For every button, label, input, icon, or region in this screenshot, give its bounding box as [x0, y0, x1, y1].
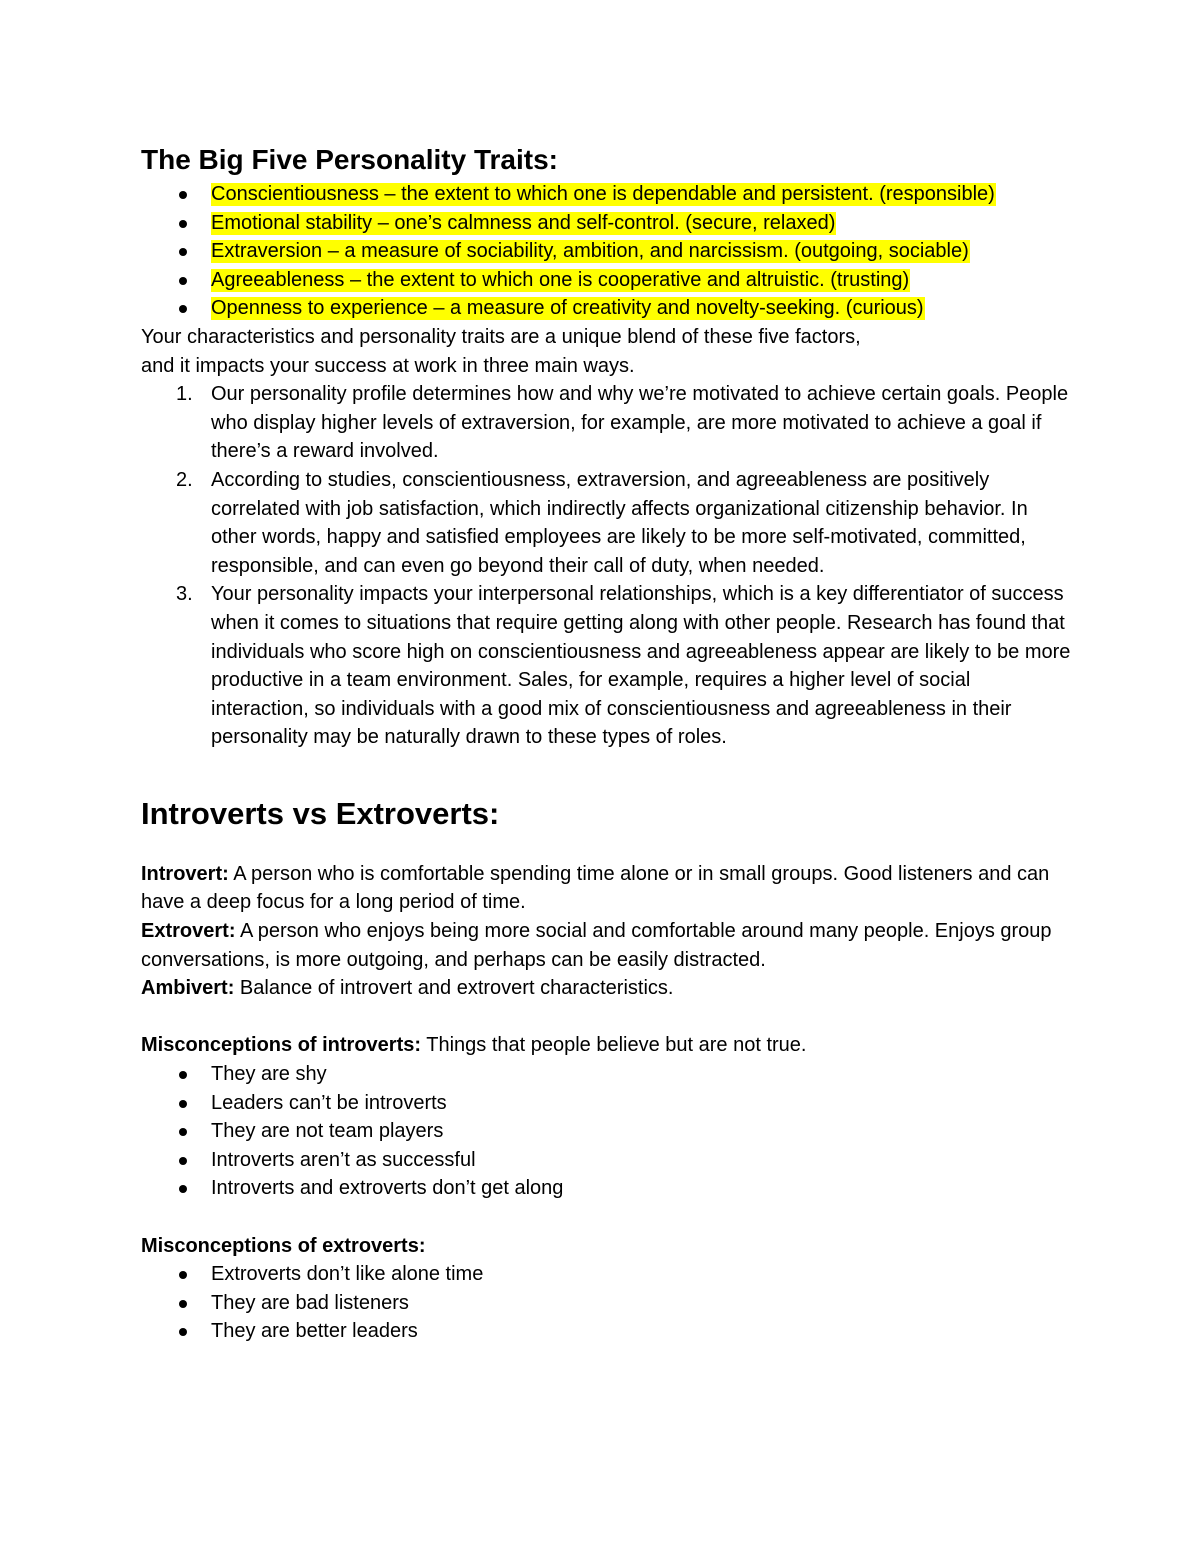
ambivert-text: Balance of introvert and extrovert characteristics. [234, 977, 674, 1000]
ambivert-definition [141, 974, 1071, 1003]
impact-list [141, 380, 1071, 752]
highlighted-text: Conscientiousness – the extent to which one is dependable and persistent. (responsible) [211, 183, 995, 205]
bullet-icon [179, 1157, 187, 1165]
introvert-definition [141, 860, 1071, 917]
extrovert-text: A person who enjoys being more social and comfortable around many people. Enjoys group conversations, is more outgoing, and perhaps can be easily distracted. [141, 920, 1052, 971]
extrovert-definition [141, 917, 1071, 974]
ambivert-label: Ambivert: [141, 977, 235, 1000]
list-item [141, 1146, 1071, 1175]
introvert-text: A person who is comfortable spending time alone or in small groups. Good listeners and can have a deep focus for a long period of time. [141, 862, 1050, 914]
list-item-text: Introverts and extroverts don’t get along [211, 1177, 564, 1200]
list-item-text: Your personality impacts your interpersonal relationships, which is a key differentiator of success when it comes to situations that require getting along with other people. Research has found that individuals who score high on conscientiousness and agreeableness appear are likely to be more productive in a team environment. Sales, for example, requires a higher level of social interaction, so individuals with a good mix of conscientiousness and agreeableness in their personality may be naturally drawn to these types of roles. [211, 583, 1071, 749]
list-item-text: Leaders can’t be introverts [211, 1091, 447, 1114]
bullet-icon [179, 220, 187, 228]
bullet-icon [179, 1071, 187, 1079]
summary-line-2: and it impacts your success at work in three main ways. [141, 354, 635, 377]
list-number: 2. [176, 468, 193, 491]
bullet-icon [179, 305, 187, 313]
misconceptions-introverts-heading [141, 1031, 1071, 1060]
highlighted-text: Extraversion – a measure of sociability, ambition, and narcissism. (outgoing, sociable) [211, 240, 969, 263]
list-number: 3. [176, 583, 193, 606]
list-item [141, 580, 1071, 752]
list-item [141, 294, 1071, 323]
misconceptions-introverts-text: Things that people believe but are not true. [421, 1034, 807, 1057]
list-item-text: They are better leaders [211, 1320, 418, 1343]
list-item-text: Introverts aren’t as successful [211, 1148, 476, 1171]
heading-introverts-vs-extroverts: Introverts vs Extroverts: [141, 795, 500, 831]
list-item-text: Our personality profile determines how and why we’re motivated to achieve certain goals. People who display higher levels of extraversion, for example, are more motivated to achieve a goal if there’s a reward involved. [211, 383, 1069, 463]
misconceptions-extroverts-label: Misconceptions of extroverts: [141, 1234, 426, 1257]
list-item-text: They are bad listeners [211, 1291, 409, 1314]
list-item [141, 1174, 1071, 1203]
list-item [141, 180, 1071, 209]
list-item-text: They are not team players [211, 1120, 444, 1143]
summary-line-1: Your characteristics and personality traits are a unique blend of these five factors, [141, 325, 861, 348]
bullet-icon [179, 1328, 187, 1336]
list-item [141, 1089, 1071, 1118]
list-item [141, 266, 1071, 295]
bullet-icon [179, 1185, 187, 1193]
spacer [141, 1003, 1071, 1032]
misconceptions-extroverts-heading [141, 1232, 1071, 1261]
misconceptions-introverts-list [141, 1060, 1071, 1203]
highlighted-text: Agreeableness – the extent to which one is cooperative and altruistic. (trusting) [211, 268, 910, 291]
list-item [141, 209, 1071, 238]
misconceptions-introverts-label: Misconceptions of introverts: [141, 1034, 422, 1057]
extrovert-label: Extrovert: [141, 920, 236, 943]
list-item [141, 1289, 1071, 1318]
list-item [141, 1117, 1071, 1146]
list-item-text: Extroverts don’t like alone time [211, 1263, 484, 1286]
big-five-list [141, 180, 1071, 323]
list-item [141, 237, 1071, 266]
list-item-text: They are shy [211, 1063, 327, 1086]
bullet-icon [179, 1100, 187, 1108]
document-page [141, 140, 1071, 1346]
bullet-icon [179, 277, 187, 285]
bullet-icon [179, 191, 187, 199]
misconceptions-extroverts-list [141, 1260, 1071, 1346]
list-item [141, 466, 1071, 580]
introvert-label: Introvert: [141, 862, 229, 885]
highlighted-text: Openness to experience – a measure of creativity and novelty-seeking. (curious) [211, 297, 924, 320]
bullet-icon [179, 1300, 187, 1308]
highlighted-text: Emotional stability – one’s calmness and self-control. (secure, relaxed) [211, 211, 836, 234]
bullet-icon [179, 1271, 187, 1279]
list-item [141, 1260, 1071, 1289]
list-item [141, 1060, 1071, 1089]
list-number: 1. [176, 383, 193, 406]
bullet-icon [179, 1128, 187, 1136]
spacer [141, 1203, 1071, 1232]
heading-big-five: The Big Five Personality Traits: [141, 144, 559, 175]
list-item [141, 380, 1071, 466]
list-item-text: According to studies, conscientiousness, extraversion, and agreeableness are positively correlated with job satisfaction, which indirectly affects organizational citizenship behavior. In other words, happy and satisfied employees are likely to be more self-motivated, committed, responsible, and can even go beyond their call of duty, when needed. [211, 468, 1028, 577]
list-item [141, 1317, 1071, 1346]
bullet-icon [179, 248, 187, 256]
